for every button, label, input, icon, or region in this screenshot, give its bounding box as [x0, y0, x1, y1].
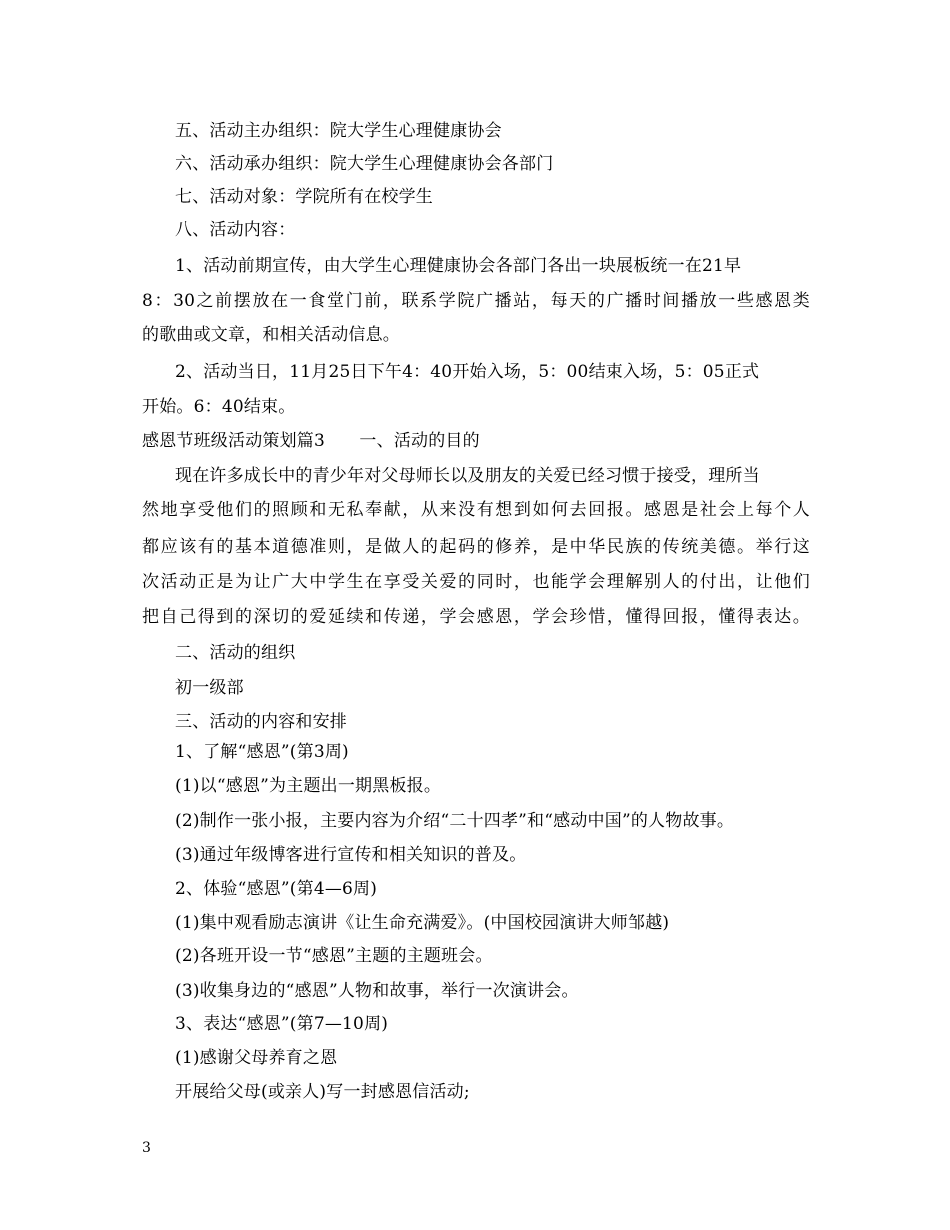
- page-number: 3: [142, 1140, 151, 1156]
- section-heading: 三、活动的内容和安排: [175, 712, 347, 732]
- list-item: 2、体验“感恩”(第4—6周): [175, 879, 378, 899]
- list-item: (1)以“感恩”为主题出一期黑板报。: [175, 776, 442, 796]
- section-5-line: 五、活动主办组织：院大学生心理健康协会: [175, 121, 502, 141]
- section-heading: 二、活动的组织: [175, 643, 296, 663]
- list-item: (3)通过年级博客进行宣传和相关知识的普及。: [175, 845, 527, 865]
- paragraph-line: 开展给父母(或亲人)写一封感恩信活动;: [175, 1082, 470, 1102]
- paragraph-line: 次活动正是为让广大中学生在享受关爱的同时，也能学会理解别人的付出，让他们: [142, 572, 810, 592]
- section-6-line: 六、活动承办组织：院大学生心理健康协会各部门: [175, 154, 554, 174]
- paragraph-line: 现在许多成长中的青少年对父母师长以及朋友的关爱已经习惯于接受，理所当: [175, 466, 760, 486]
- list-item: (3)收集身边的“感恩”人物和故事，举行一次演讲会。: [175, 981, 579, 1001]
- paragraph-line: 初一级部: [175, 678, 244, 698]
- paragraph-line: 把自己得到的深切的爱延续和传递，学会感恩，学会珍惜，懂得回报，懂得表达。: [142, 607, 810, 627]
- paragraph-line: 开始。6：40结束。: [142, 397, 296, 417]
- paragraph-line: 8：30之前摆放在一食堂门前，联系学院广播站，每天的广播时间播放一些感恩类: [142, 291, 810, 311]
- list-item: 1、了解“感恩”(第3周): [175, 742, 349, 762]
- paragraph-line: 2、活动当日，11月25日下午4：40开始入场，5：00结束入场，5：05正式: [175, 362, 760, 382]
- paragraph-line: 都应该有的基本道德准则，是做人的起码的修养，是中华民族的传统美德。举行这: [142, 537, 810, 557]
- section-8-heading: 八、活动内容：: [175, 220, 296, 240]
- paragraph-line: 1、活动前期宣传，由大学生心理健康协会各部门各出一块展板统一在21早: [175, 256, 742, 276]
- paragraph-line: 的歌曲或文章，和相关活动信息。: [142, 325, 400, 345]
- article-title-line: 感恩节班级活动策划篇3 一、活动的目的: [142, 431, 480, 451]
- paragraph-line: 然地享受他们的照顾和无私奉献，从来没有想到如何去回报。感恩是社会上每个人: [142, 500, 810, 520]
- list-item: (2)各班开设一节“感恩”主题的主题班会。: [175, 946, 493, 966]
- list-item: (1)集中观看励志演讲《让生命充满爱》。(中国校园演讲大师邹越): [175, 913, 670, 933]
- list-item: 3、表达“感恩”(第7—10周): [175, 1014, 389, 1034]
- list-item: (1)感谢父母养育之恩: [175, 1048, 338, 1068]
- section-7-line: 七、活动对象：学院所有在校学生: [175, 187, 433, 207]
- list-item: (2)制作一张小报，主要内容为介绍“二十四孝”和“感动中国”的人物故事。: [175, 811, 735, 831]
